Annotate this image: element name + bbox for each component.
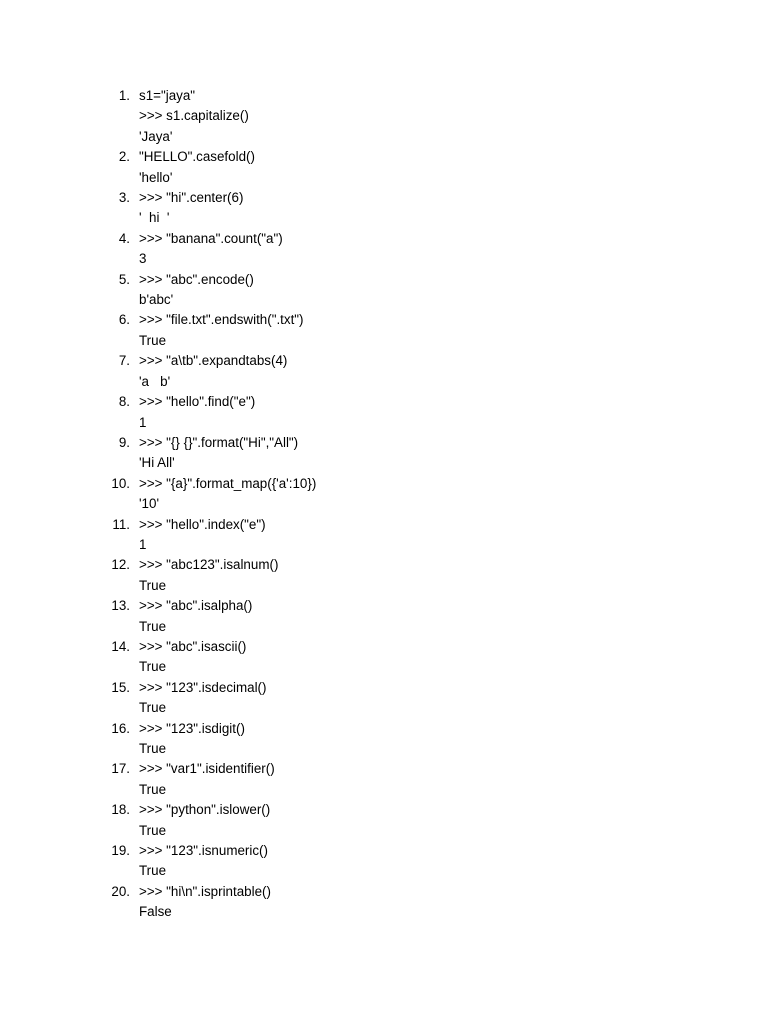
list-item (108, 882, 316, 923)
code-output: 'a b' (139, 373, 171, 389)
list-item-number: 7. (118, 353, 130, 369)
code-output: True (139, 863, 167, 879)
list-item-body (139, 188, 243, 229)
numbered-list (108, 86, 316, 923)
code-output: >>> s1.capitalize() (139, 108, 249, 124)
code-output: '10' (139, 496, 160, 512)
code-statement: >>> "hello".find("e") (139, 394, 256, 410)
list-item (108, 841, 316, 882)
code-output: 1 (139, 536, 147, 552)
code-output: True (139, 618, 167, 634)
list-item-number: 13. (111, 598, 130, 614)
code-statement: >>> "a\tb".expandtabs(4) (139, 353, 288, 369)
list-item-body (139, 351, 287, 392)
code-statement: >>> "{a}".format_map({'a':10}) (139, 475, 317, 491)
code-statement: >>> "123".isnumeric() (139, 843, 268, 859)
code-output: ' hi ' (139, 210, 170, 226)
list-item-number: 15. (111, 679, 130, 695)
code-statement: >>> "abc".encode() (139, 271, 254, 287)
code-output: False (139, 904, 172, 920)
code-statement: "HELLO".casefold() (139, 149, 255, 165)
list-item-body (139, 555, 278, 596)
list-item-number: 11. (112, 516, 130, 532)
code-statement: >>> "abc123".isalnum() (139, 557, 279, 573)
list-item-body (139, 719, 245, 760)
list-item-body (139, 515, 266, 556)
list-item-number: 5. (118, 271, 130, 287)
list-item (108, 433, 316, 474)
list-item-body (139, 637, 246, 678)
code-output: True (139, 822, 167, 838)
code-output: True (139, 659, 167, 675)
list-item-number: 9. (118, 434, 130, 450)
list-item-number: 16. (111, 720, 130, 736)
list-item (108, 86, 316, 147)
list-item-body (139, 841, 268, 882)
list-item-number: 4. (118, 230, 130, 246)
list-item-body (139, 759, 275, 800)
list-item-number: 19. (111, 843, 130, 859)
list-item (108, 351, 316, 392)
code-output: True (139, 332, 167, 348)
list-item-number: 8. (118, 394, 130, 410)
code-statement: >>> "python".islower() (139, 802, 271, 818)
code-statement: >>> "123".isdecimal() (139, 679, 267, 695)
list-item-body (139, 596, 252, 637)
list-item-number: 10. (111, 475, 130, 491)
list-item-body (139, 310, 304, 351)
code-output: 'hello' (139, 169, 173, 185)
code-statement: >>> "file.txt".endswith(".txt") (139, 312, 304, 328)
code-output: True (139, 741, 167, 756)
list-item-body (139, 800, 270, 841)
list-item-number: 18. (111, 802, 130, 818)
code-statement: >>> "hello".index("e") (139, 516, 266, 532)
list-item (108, 188, 316, 229)
list-item (108, 555, 316, 596)
list-item (108, 147, 316, 188)
list-item (108, 637, 316, 678)
list-item (108, 759, 316, 800)
list-item-number: 12. (111, 557, 130, 573)
code-statement: >>> "hi\n".isprintable() (139, 883, 271, 899)
list-item-body (139, 147, 255, 188)
code-statement: >>> "banana".count("a") (139, 230, 283, 246)
code-statement: >>> "abc".isascii() (139, 638, 247, 654)
list-item-body (139, 229, 283, 270)
code-statement: >>> "{} {}".format("Hi","All") (139, 434, 299, 450)
list-item (108, 229, 316, 270)
code-output: True (139, 700, 167, 716)
list-item-number: 3. (118, 190, 130, 206)
list-item-number: 6. (118, 312, 130, 328)
code-output: 3 (139, 251, 147, 267)
list-item-number: 17. (111, 761, 130, 777)
list-item-number: 2. (118, 149, 130, 165)
list-item (108, 474, 316, 515)
code-output: True (139, 577, 167, 593)
list-item (108, 392, 316, 433)
code-output: True (139, 781, 167, 797)
code-statement: >>> "hi".center(6) (139, 190, 244, 206)
list-item-body (139, 474, 316, 515)
list-item-number: 20. (111, 883, 130, 899)
code-statement: >>> "abc".isalpha() (139, 598, 253, 614)
list-item-body (139, 678, 266, 719)
code-statement: >>> "123".isdigit() (139, 720, 245, 736)
list-item (108, 678, 316, 719)
code-statement: s1="jaya" (139, 88, 196, 103)
list-item-number: 14. (111, 638, 130, 654)
list-item-body (139, 270, 254, 311)
list-item-body (139, 392, 255, 433)
list-item-body (139, 882, 271, 923)
list-item-number: 1. (118, 88, 130, 103)
code-statement: >>> "var1".isidentifier() (139, 761, 275, 777)
list-item (108, 800, 316, 841)
list-item (108, 596, 316, 637)
code-output: b'abc' (139, 292, 174, 308)
code-output: 'Jaya' (139, 128, 173, 144)
list-item (108, 310, 316, 351)
code-output: 'Hi All' (139, 455, 175, 471)
code-output: 1 (139, 414, 147, 430)
list-item (108, 515, 316, 556)
list-item (108, 270, 316, 311)
list-item (108, 719, 316, 760)
list-item-body (139, 86, 249, 147)
list-item-body (139, 433, 298, 474)
